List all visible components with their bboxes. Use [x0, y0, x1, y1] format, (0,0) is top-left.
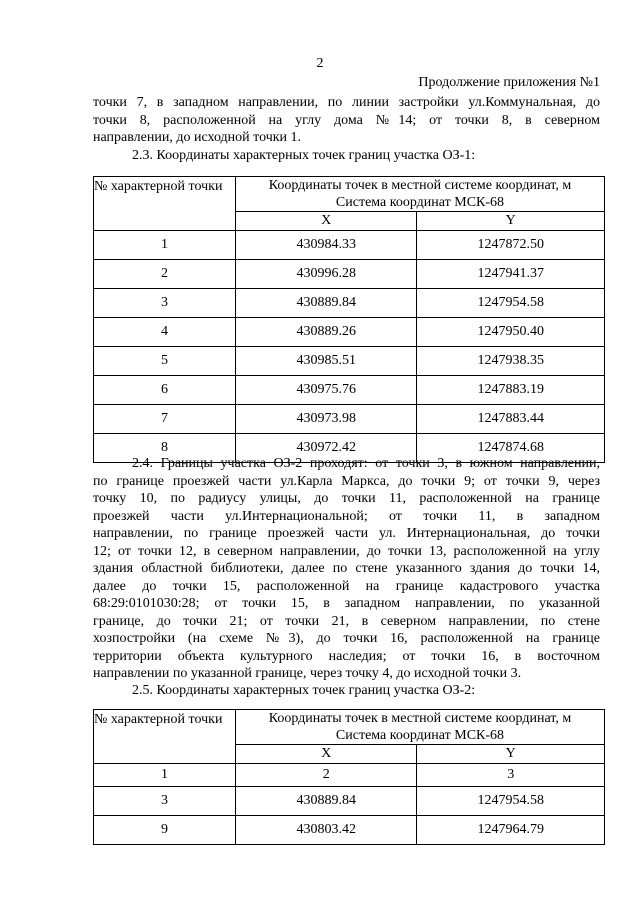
- text-line: территории объекта культурного наследия; от точки 16, в восточном: [93, 648, 600, 664]
- x-coordinate: 430973.98: [235, 405, 417, 434]
- text-line: хозпостройки (на схеме №3), до точки 16, расположенной на границе: [93, 631, 600, 646]
- text-line: точки 8, расположенной на углу дома №14; от точки 8, в северном: [93, 112, 600, 128]
- point-number: 3: [94, 289, 236, 318]
- column-number: 1: [94, 764, 236, 787]
- text-line: границе, до точки 21; от точки 21, в северном направлении, по стене: [93, 613, 600, 629]
- table-row: [94, 816, 605, 845]
- text-line: точку 10, по радиусу улицы, до точки 11, расположенной на границе: [93, 491, 600, 506]
- y-coordinate: 1247872.50: [417, 231, 605, 260]
- coordinates-table-oz2: [93, 709, 605, 845]
- header-line: Координаты точек в местной системе координат, м: [268, 178, 572, 193]
- header-line: Система координат МСК-68: [335, 728, 505, 743]
- x-coordinate: 430984.33: [235, 231, 417, 260]
- column-number: 2: [235, 764, 417, 787]
- column-header-coordinates: [235, 177, 604, 212]
- text-line: здания областной библиотеки, далее по стене указанного здания до точки 14,: [93, 561, 600, 576]
- boundary-description-oz2: [93, 455, 600, 683]
- text-line: по границе проезжей части ул.Карла Маркса, до точки 9; от точки 9, через: [93, 473, 600, 489]
- page-number: 2: [316, 56, 324, 71]
- column-number: 3: [417, 764, 605, 787]
- table-row: [94, 260, 605, 289]
- y-coordinate: 1247950.40: [417, 318, 605, 347]
- y-coordinate: 1247964.79: [417, 816, 605, 845]
- y-coordinate: 1247938.35: [417, 347, 605, 376]
- header-line: Координаты точек в местной системе координат, м: [268, 711, 572, 726]
- y-coordinate: 1247954.58: [417, 787, 605, 816]
- point-number: 2: [94, 260, 236, 289]
- table-row: [94, 289, 605, 318]
- text-line: далее до точки 15, расположенной на границе кадастрового участка: [93, 578, 600, 594]
- x-coordinate: 430889.26: [235, 318, 417, 347]
- y-coordinate: 1247941.37: [417, 260, 605, 289]
- x-coordinate: 430972.42: [235, 434, 417, 463]
- text-line: 68:29:0101030:28; от точки 15, в западном направлении, по указанной: [93, 596, 600, 611]
- point-number: 9: [94, 816, 236, 845]
- column-header-x: X: [235, 745, 417, 764]
- y-coordinate: 1247883.44: [417, 405, 605, 434]
- text-line: направлении по указанной границе, через точку 4, до исходной точки 3.: [93, 666, 522, 681]
- text-line: направлении, до исходной точки 1.: [93, 130, 302, 145]
- table-row: [94, 787, 605, 816]
- point-number: 4: [94, 318, 236, 347]
- text-line: 12; от точки 12, в северном направлении, до точки 13, расположенной на углу: [93, 543, 600, 559]
- column-header-coordinates: [235, 710, 604, 745]
- coordinates-table-oz1: [93, 176, 605, 463]
- column-header-y: Y: [417, 212, 605, 231]
- x-coordinate: 430985.51: [235, 347, 417, 376]
- y-coordinate: 1247874.68: [417, 434, 605, 463]
- text-line: направлении, по границе проезжей части ул. Интернациональная, до точки: [93, 526, 600, 541]
- x-coordinate: 430803.42: [235, 816, 417, 845]
- text-line: точки 7, в западном направлении, по линии застройки ул.Коммунальная, до: [93, 95, 600, 110]
- boundary-description-oz1-end: [93, 94, 600, 147]
- appendix-continuation-note: Продолжение приложения №1: [418, 75, 600, 90]
- point-number: 1: [94, 231, 236, 260]
- point-number: 7: [94, 405, 236, 434]
- table-row: [94, 376, 605, 405]
- y-coordinate: 1247954.58: [417, 289, 605, 318]
- text-line: 2.4. Границы участка ОЗ-2 проходят: от точки 3, в южном направлении,: [132, 456, 600, 471]
- table-row: [94, 318, 605, 347]
- x-coordinate: 430889.84: [235, 787, 417, 816]
- y-coordinate: 1247883.19: [417, 376, 605, 405]
- x-coordinate: 430975.76: [235, 376, 417, 405]
- column-header-point-number: № характерной точки: [94, 710, 236, 764]
- x-coordinate: 430996.28: [235, 260, 417, 289]
- point-number: 6: [94, 376, 236, 405]
- column-header-x: X: [235, 212, 417, 231]
- table-row: [94, 231, 605, 260]
- table-row: [94, 405, 605, 434]
- section-heading-2-3: 2.3. Координаты характерных точек границ участка ОЗ-1:: [132, 148, 476, 163]
- point-number: 3: [94, 787, 236, 816]
- column-header-y: Y: [417, 745, 605, 764]
- table-row: [94, 347, 605, 376]
- header-line: Система координат МСК-68: [335, 195, 505, 210]
- section-heading-2-5: 2.5. Координаты характерных точек границ участка ОЗ-2:: [132, 683, 476, 698]
- point-number: 8: [94, 434, 236, 463]
- table-row: [94, 764, 605, 787]
- x-coordinate: 430889.84: [235, 289, 417, 318]
- point-number: 5: [94, 347, 236, 376]
- text-line: проезжей части ул.Интернациональной; от точки 11, в западном: [93, 508, 600, 524]
- column-header-point-number: № характерной точки: [94, 177, 236, 231]
